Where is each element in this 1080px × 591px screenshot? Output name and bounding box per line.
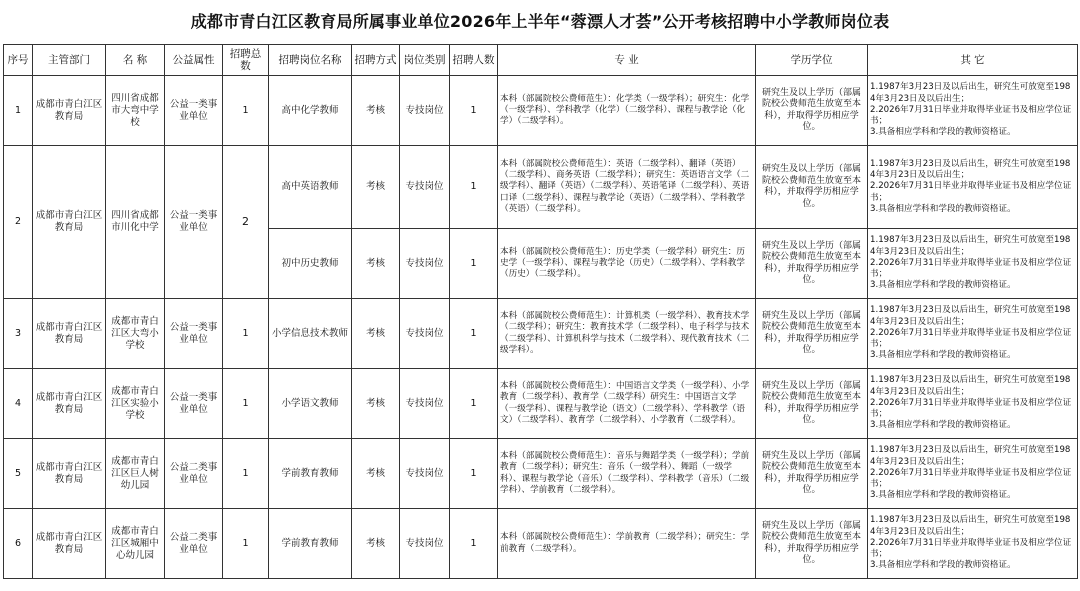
- other-line: 2.2026年7月31日毕业并取得毕业证书及相应学位证书；: [870, 327, 1072, 350]
- other-line: 3.具备相应学科和学段的教师资格证。: [870, 127, 1016, 138]
- cell-count: 1: [450, 439, 498, 509]
- cell-method: 考核: [352, 146, 400, 229]
- other-line: 1.1987年3月23日及以后出生，研究生可放宽至1984年3月23日及以后出生；: [870, 445, 1071, 467]
- cell-major: 本科（部属院校公费师范生）：计算机类（一级学科）、教育技术学（二级学科）；研究生：教育技术学（二级学科）、电子科学与技术（二级学科）、计算机科学与技术（二级学科）、现代教育技术（二级学科）。: [498, 299, 756, 369]
- other-line: 3.具备相应学科和学段的教师资格证。: [870, 490, 1016, 501]
- table-row: [4, 439, 1078, 509]
- cell-post: 高中化学教师: [269, 76, 352, 146]
- cell-dept: 成都市青白江区教育局: [33, 439, 106, 509]
- cell-total: 2: [223, 146, 269, 299]
- header-method: 招聘方式: [352, 45, 400, 76]
- table-row: [4, 509, 1078, 579]
- cell-post: 小学信息技术教师: [269, 299, 352, 369]
- cell-seq: 4: [4, 369, 33, 439]
- cell-seq: 5: [4, 439, 33, 509]
- cell-count: 1: [450, 146, 498, 229]
- cell-count: 1: [450, 509, 498, 579]
- cell-degree: 研究生及以上学历（部属院校公费师范生放宽至本科），并取得学历相应学位。: [756, 439, 868, 509]
- other-line: 1.1987年3月23日及以后出生，研究生可放宽至1984年3月23日及以后出生；: [870, 305, 1071, 327]
- cell-category: 专技岗位: [400, 146, 450, 229]
- cell-post: 小学语文教师: [269, 369, 352, 439]
- other-line: 1.1987年3月23日及以后出生，研究生可放宽至1984年3月23日及以后出生；: [870, 515, 1071, 537]
- cell-name: 成都市青白江区巨人树幼儿园: [106, 439, 165, 509]
- cell-name: 四川省成都市川化中学: [106, 146, 165, 299]
- cell-name: 成都市青白江区大弯小学校: [106, 299, 165, 369]
- cell-other: [868, 439, 1078, 509]
- cell-total: 1: [223, 439, 269, 509]
- cell-method: 考核: [352, 76, 400, 146]
- header-category: 岗位类别: [400, 45, 450, 76]
- cell-degree: 研究生及以上学历（部属院校公费师范生放宽至本科），并取得学历相应学位。: [756, 229, 868, 299]
- cell-name: 成都市青白江区城厢中心幼儿园: [106, 509, 165, 579]
- other-line: 3.具备相应学科和学段的教师资格证。: [870, 420, 1016, 431]
- other-line: 2.2026年7月31日毕业并取得毕业证书及相应学位证书；: [870, 257, 1072, 280]
- other-line: 3.具备相应学科和学段的教师资格证。: [870, 350, 1016, 361]
- other-line: 1.1987年3月23日及以后出生，研究生可放宽至1984年3月23日及以后出生；: [870, 235, 1071, 257]
- other-line: 1.1987年3月23日及以后出生，研究生可放宽至1984年3月23日及以后出生；: [870, 82, 1071, 104]
- cell-count: 1: [450, 229, 498, 299]
- cell-post: 初中历史教师: [269, 229, 352, 299]
- cell-seq: 6: [4, 509, 33, 579]
- header-seq: 序号: [4, 45, 33, 76]
- cell-method: 考核: [352, 299, 400, 369]
- cell-nature: 公益一类事业单位: [165, 299, 223, 369]
- cell-major: 本科（部属院校公费师范生）：历史学类（一级学科）研究生：历史学（一级学科）、课程与教学论（历史）（二级学科）、学科教学（历史）（二级学科）。: [498, 229, 756, 299]
- cell-seq: 3: [4, 299, 33, 369]
- cell-nature: 公益二类事业单位: [165, 439, 223, 509]
- cell-nature: 公益一类事业单位: [165, 76, 223, 146]
- page-title: 成都市青白江区教育局所属事业单位2026年上半年“蓉漂人才荟”公开考核招聘中小学教师岗位表: [190, 12, 890, 31]
- cell-total: 1: [223, 76, 269, 146]
- cell-degree: 研究生及以上学历（部属院校公费师范生放宽至本科），并取得学历相应学位。: [756, 146, 868, 229]
- cell-major: 本科（部属院校公费师范生）：化学类（一级学科）；研究生：化学（一级学科）、学科教学（化学）（二级学科）、课程与教学论（化学）（二级学科）。: [498, 76, 756, 146]
- header-major: 专 业: [498, 45, 756, 76]
- other-line: 1.1987年3月23日及以后出生，研究生可放宽至1984年3月23日及以后出生；: [870, 158, 1071, 181]
- cell-other: [868, 146, 1078, 229]
- cell-category: 专技岗位: [400, 509, 450, 579]
- positions-table: [3, 44, 1078, 579]
- cell-method: 考核: [352, 509, 400, 579]
- cell-nature: 公益一类事业单位: [165, 369, 223, 439]
- cell-count: 1: [450, 76, 498, 146]
- cell-degree: 研究生及以上学历（部属院校公费师范生放宽至本科），并取得学历相应学位。: [756, 369, 868, 439]
- header-other: 其 它: [868, 45, 1078, 76]
- table-row: [4, 76, 1078, 146]
- cell-method: 考核: [352, 439, 400, 509]
- cell-post: 学前教育教师: [269, 509, 352, 579]
- cell-major: 本科（部属院校公费师范生）：英语（二级学科）、翻译（英语）（二级学科）、商务英语（二级学科）；研究生：英语语言文学（二级学科）、翻译（英语）（二级学科）、英语笔译（二级学科）、英语口译（二级学科）、课程与教学论（英语）（二级学科）、学科教学（英语）（二级学科）。: [498, 146, 756, 229]
- other-line: 2.2026年7月31日毕业并取得毕业证书及相应学位证书；: [870, 537, 1072, 560]
- table-row: [4, 299, 1078, 369]
- other-line: 3.具备相应学科和学段的教师资格证。: [870, 203, 1016, 214]
- cell-total: 1: [223, 509, 269, 579]
- other-line: 2.2026年7月31日毕业并取得毕业证书及相应学位证书；: [870, 181, 1072, 203]
- other-line: 3.具备相应学科和学段的教师资格证。: [870, 560, 1016, 571]
- cell-other: [868, 229, 1078, 299]
- cell-seq: 2: [4, 146, 33, 299]
- other-line: 3.具备相应学科和学段的教师资格证。: [870, 280, 1016, 291]
- cell-other: [868, 299, 1078, 369]
- cell-category: 专技岗位: [400, 299, 450, 369]
- cell-nature: 公益二类事业单位: [165, 509, 223, 579]
- cell-category: 专技岗位: [400, 76, 450, 146]
- other-line: 2.2026年7月31日毕业并取得毕业证书及相应学位证书；: [870, 104, 1072, 127]
- cell-major: 本科（部属院校公费师范生）：中国语言文学类（一级学科）、小学教育（二级学科）、教育学（二级学科）研究生：中国语言文学（一级学科）、课程与教学论（语文）（二级学科）、学科教学（语文）（二级学科）、教育学（二级学科）、小学教育（二级学科）。: [498, 369, 756, 439]
- cell-dept: 成都市青白江区教育局: [33, 146, 106, 299]
- header-total: 招聘总数: [223, 45, 269, 76]
- cell-method: 考核: [352, 229, 400, 299]
- cell-other: [868, 509, 1078, 579]
- cell-nature: 公益一类事业单位: [165, 146, 223, 299]
- cell-dept: 成都市青白江区教育局: [33, 509, 106, 579]
- header-dept: 主管部门: [33, 45, 106, 76]
- cell-major: 本科（部属院校公费师范生）：音乐与舞蹈学类（一级学科）；学前教育（二级学科）；研究生：音乐（一级学科）、舞蹈（一级学科）、课程与教学论（音乐）（二级学科）、学科教学（音乐）（二级学科）、学前教育（二级学科）。: [498, 439, 756, 509]
- cell-count: 1: [450, 299, 498, 369]
- cell-category: 专技岗位: [400, 369, 450, 439]
- cell-count: 1: [450, 369, 498, 439]
- header-nature: 公益属性: [165, 45, 223, 76]
- cell-other: [868, 369, 1078, 439]
- cell-degree: 研究生及以上学历（部属院校公费师范生放宽至本科），并取得学历相应学位。: [756, 76, 868, 146]
- cell-total: 1: [223, 299, 269, 369]
- cell-category: 专技岗位: [400, 439, 450, 509]
- table-row: [4, 369, 1078, 439]
- other-line: 1.1987年3月23日及以后出生，研究生可放宽至1984年3月23日及以后出生；: [870, 375, 1071, 397]
- cell-dept: 成都市青白江区教育局: [33, 299, 106, 369]
- cell-seq: 1: [4, 76, 33, 146]
- header-post: 招聘岗位名称: [269, 45, 352, 76]
- cell-dept: 成都市青白江区教育局: [33, 369, 106, 439]
- header-name: 名 称: [106, 45, 165, 76]
- cell-degree: 研究生及以上学历（部属院校公费师范生放宽至本科），并取得学历相应学位。: [756, 509, 868, 579]
- cell-name: 成都市青白江区实验小学校: [106, 369, 165, 439]
- other-line: 2.2026年7月31日毕业并取得毕业证书及相应学位证书；: [870, 467, 1072, 490]
- other-line: 2.2026年7月31日毕业并取得毕业证书及相应学位证书；: [870, 397, 1072, 420]
- cell-other: [868, 76, 1078, 146]
- cell-post: 高中英语教师: [269, 146, 352, 229]
- cell-name: 四川省成都市大弯中学校: [106, 76, 165, 146]
- header-row: [4, 45, 1078, 76]
- cell-method: 考核: [352, 369, 400, 439]
- cell-category: 专技岗位: [400, 229, 450, 299]
- cell-post: 学前教育教师: [269, 439, 352, 509]
- header-degree: 学历学位: [756, 45, 868, 76]
- cell-major: 本科（部属院校公费师范生）：学前教育（二级学科）；研究生：学前教育（二级学科）。: [498, 509, 756, 579]
- cell-dept: 成都市青白江区教育局: [33, 76, 106, 146]
- cell-degree: 研究生及以上学历（部属院校公费师范生放宽至本科），并取得学历相应学位。: [756, 299, 868, 369]
- cell-total: 1: [223, 369, 269, 439]
- table-row: [4, 146, 1078, 229]
- header-count: 招聘人数: [450, 45, 498, 76]
